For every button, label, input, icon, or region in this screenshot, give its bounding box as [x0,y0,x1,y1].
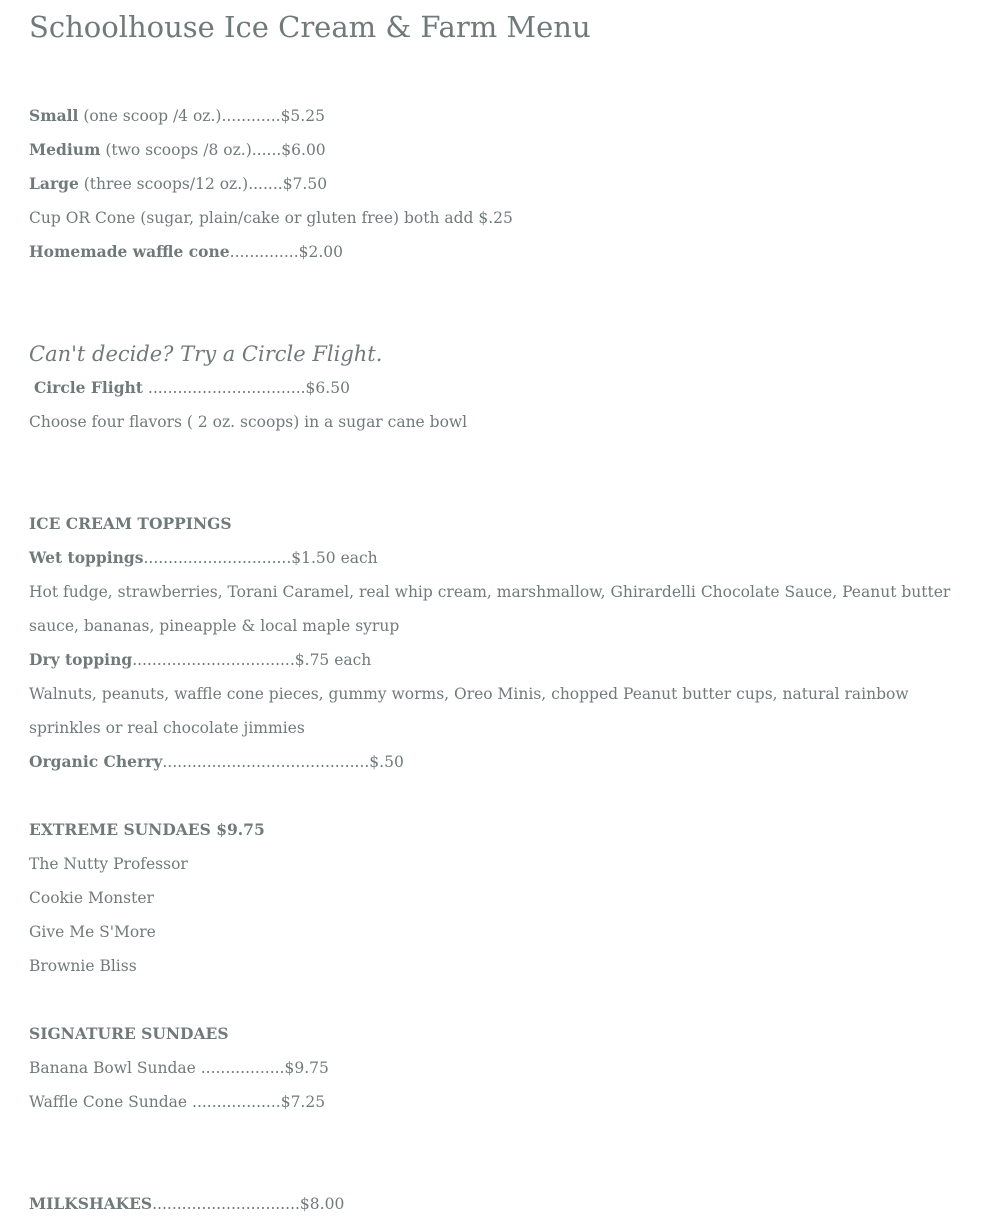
size-medium [29,133,959,167]
dry-topping-price: .................................$.75 each [132,651,372,669]
circle-flight-description: Choose four flavors ( 2 oz. scoops) in a sugar cane bowl [29,413,468,431]
wet-toppings-list: Hot fudge, strawberries, Torani Caramel, real whip cream, marshmallow, Ghirardelli Chocolate Sauce, Peanut butter sauce, bananas, pineapple & local maple syrup [29,583,951,635]
size-name: Large [29,174,79,193]
dry-topping-name: Dry topping [29,650,133,669]
organic-cherry-price: ..........................................$.50 [162,753,404,771]
size-detail: (two scoops /8 oz.)......$6.00 [100,141,326,159]
signature-sundaes-heading [29,1017,959,1051]
flight-heading: Can't decide? Try a Circle Flight. [29,342,383,366]
size-name: Medium [29,140,101,159]
menu-page [29,0,959,1221]
list-item: Give Me S'More [29,923,156,941]
organic-cherry-name: Organic Cherry [29,752,163,771]
waffle-cone-name: Homemade waffle cone [29,242,230,261]
milkshakes-name: MILKSHAKES [29,1194,153,1213]
wet-toppings-price: ..............................$1.50 each [143,549,378,567]
list-item: Brownie Bliss [29,957,137,975]
extreme-sundaes-heading [29,813,959,847]
circle-flight-price: ................................$6.50 [142,379,350,397]
list-item: The Nutty Professor [29,855,188,873]
wet-toppings-item [29,541,959,575]
list-item: Banana Bowl Sundae .................$9.75 [29,1059,329,1077]
waffle-cone-item [29,235,959,269]
dry-topping-list: Walnuts, peanuts, waffle cone pieces, gummy worms, Oreo Minis, chopped Peanut butter cups, natural rainbow sprinkles or real chocolate jimmies [29,685,909,737]
toppings-heading [29,507,959,541]
size-name: Small [29,106,79,125]
milkshakes-item [29,1187,959,1221]
wet-toppings-name: Wet toppings [29,548,144,567]
circle-flight-item [29,371,959,405]
toppings-heading-text: ICE CREAM TOPPINGS [29,514,232,533]
size-detail: (one scoop /4 oz.)............$5.25 [78,107,325,125]
dry-topping-item [29,643,959,677]
size-small [29,99,959,133]
size-detail: (three scoops/12 oz.).......$7.50 [78,175,328,193]
list-item: Waffle Cone Sundae ..................$7.25 [29,1093,326,1111]
size-large [29,167,959,201]
waffle-cone-price: ..............$2.00 [229,243,344,261]
circle-flight-name: Circle Flight [33,378,143,397]
page-title: Schoolhouse Ice Cream & Farm Menu [29,10,591,44]
signature-sundaes-heading-text: SIGNATURE SUNDAES [29,1024,229,1043]
cup-cone-note: Cup OR Cone (sugar, plain/cake or gluten free) both add $.25 [29,209,513,227]
organic-cherry-item [29,745,959,779]
extreme-sundaes-heading-text: EXTREME SUNDAES $9.75 [29,820,265,839]
milkshakes-price: ..............................$8.00 [152,1195,345,1213]
list-item: Cookie Monster [29,889,154,907]
